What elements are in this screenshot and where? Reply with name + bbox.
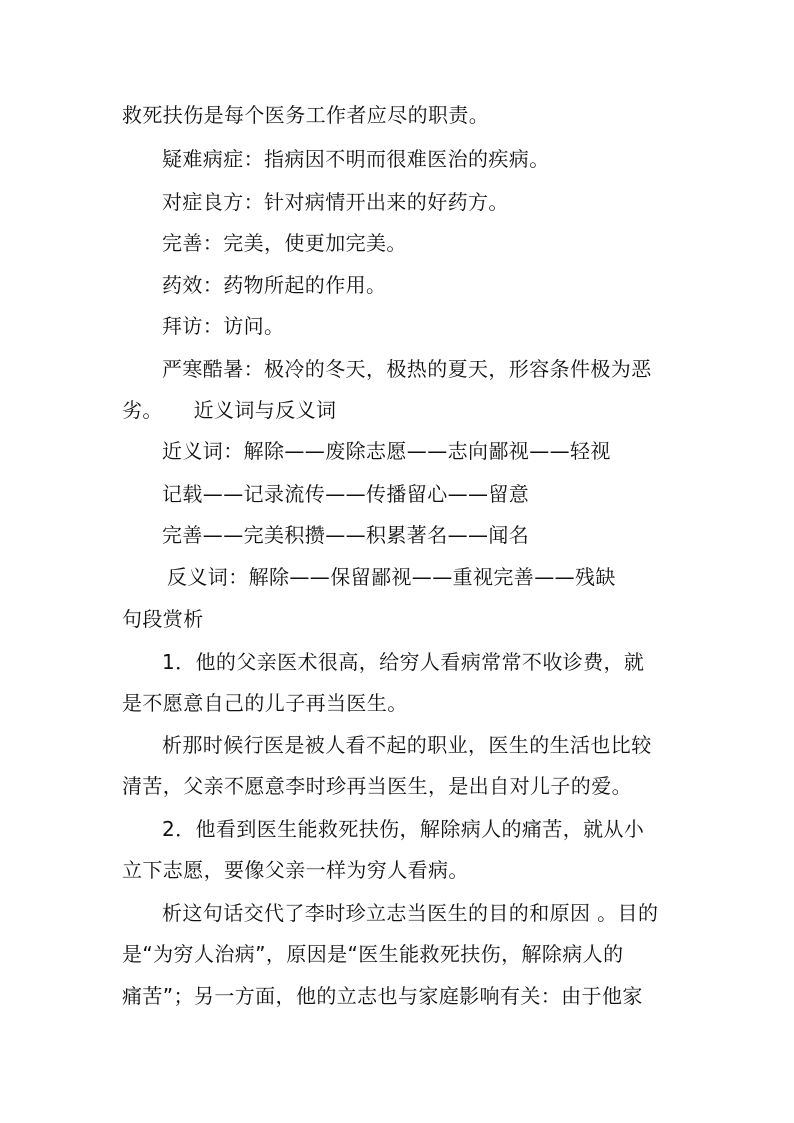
sentence-line: 2．他看到医生能救死扶伤，解除病人的痛苦，就从小 bbox=[162, 817, 645, 841]
synonym-line: 记载——记录流传——传播留心——留意 bbox=[162, 482, 530, 506]
definition-line: 完善：完美，使更加完美。 bbox=[162, 231, 407, 255]
definition-line: 严寒酷暑：极冷的冬天，极热的夏天，形容条件极为恶 bbox=[162, 357, 652, 381]
analysis-line: 析那时候行医是被人看不起的职业，医生的生活也比较 bbox=[162, 733, 652, 757]
sentence-line: 1．他的父亲医术很高，给穷人看病常常不收诊费，就 bbox=[162, 650, 645, 674]
definition-line: 疑难病症：指病因不明而很难医治的疾病。 bbox=[162, 147, 550, 171]
text-line: 救死扶伤是每个医务工作者应尽的职责。 bbox=[122, 103, 490, 127]
definition-line: 药效：药物所起的作用。 bbox=[162, 273, 387, 297]
analysis-line: 痛苦”；另一方面，他的立志也与家庭影响有关：由于他家 bbox=[122, 984, 643, 1008]
analysis-line: 是“为穷人治病”，原因是“医生能救死扶伤，解除病人的 bbox=[122, 942, 624, 966]
synonym-line: 近义词：解除——废除志愿——志向鄙视——轻视 bbox=[162, 439, 611, 463]
antonym-line: 反义词：解除——保留鄙视——重视完善——残缺 bbox=[167, 565, 616, 589]
sentence-line: 是不愿意自己的儿子再当医生。 bbox=[122, 691, 408, 715]
analysis-line: 清苦，父亲不愿意李时珍再当医生，是出自对儿子的爱。 bbox=[122, 774, 632, 798]
sentence-line: 立下志愿，要像父亲一样为穷人看病。 bbox=[122, 858, 469, 882]
synonym-line: 完善——完美积攒——积累著名——闻名 bbox=[162, 523, 530, 547]
text-line: 劣。 近义词与反义词 bbox=[122, 398, 337, 422]
section-heading: 句段赏析 bbox=[122, 607, 204, 631]
definition-line: 对症良方：针对病情开出来的好药方。 bbox=[162, 190, 509, 214]
analysis-line: 析这句话交代了李时珍立志当医生的目的和原因 。目的 bbox=[162, 901, 659, 925]
definition-line: 拜访：访问。 bbox=[162, 314, 285, 338]
